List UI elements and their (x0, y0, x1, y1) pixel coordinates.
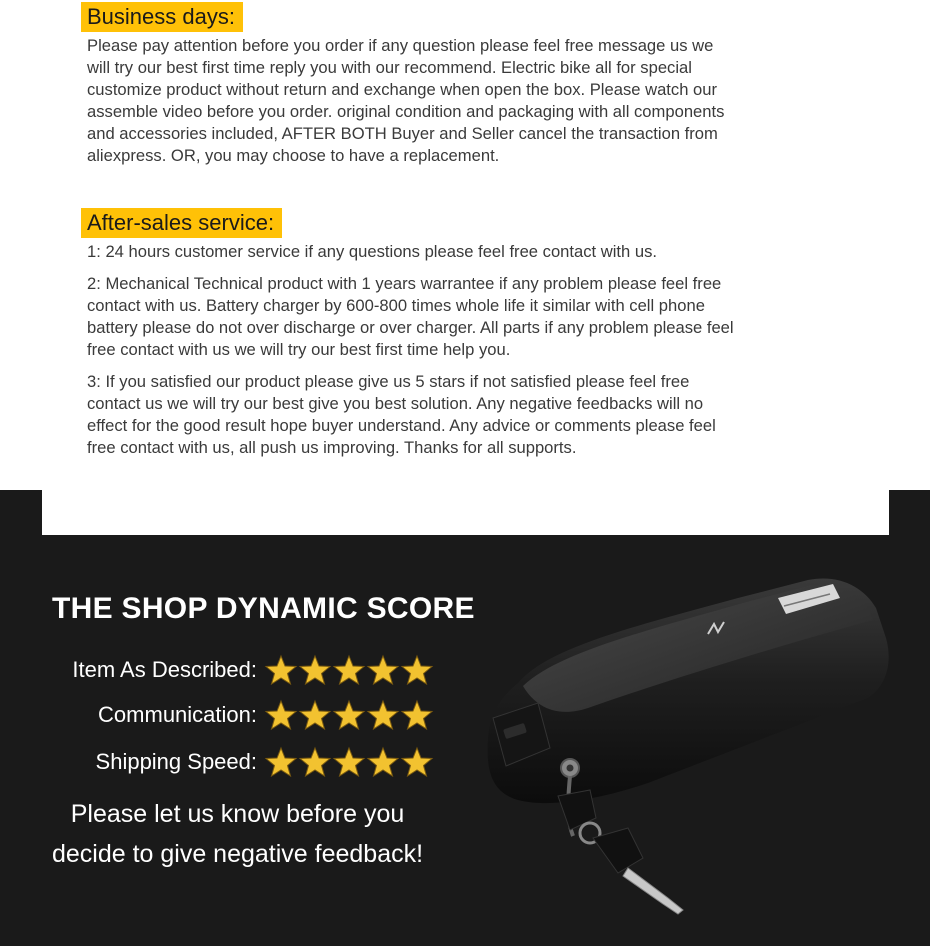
star-icon (264, 746, 298, 778)
score-label: Communication: (98, 702, 257, 727)
feedback-note-line-1: Please let us know before you (70, 800, 405, 828)
text-line: aliexpress. OR, you may choose to have a replacement. (87, 146, 500, 165)
star-icon (366, 699, 400, 731)
feedback-note-line-2: decide to give negative feedback! (51, 840, 424, 868)
battery-image (478, 568, 898, 918)
score-row-shipping-speed (0, 744, 460, 780)
star-icon (298, 746, 332, 778)
text-line: 1: 24 hours customer service if any questions please feel free contact with us. (87, 242, 658, 261)
text-line: contact with us. Battery charger by 600-800 times whole life it similar with cell phone (87, 296, 705, 315)
star-icon (366, 746, 400, 778)
score-label: Shipping Speed: (95, 749, 257, 774)
text-line: customize product without return and exchange when open the box. Please watch our (87, 80, 718, 99)
text-line: will try our best first time reply you with our recommend. Electric bike all for special (87, 58, 692, 77)
star-icon (366, 654, 400, 686)
star-icon (264, 699, 298, 731)
text-line: free contact with us we will try our best first time help you. (87, 340, 511, 359)
star-rating (264, 699, 434, 731)
star-icon (332, 746, 366, 778)
text-line: free contact with us, all push us improving. Thanks for all supports. (87, 438, 577, 457)
text-line: effect for the good result hope buyer understand. Any advice or comments please feel (87, 416, 716, 435)
score-title: THE SHOP DYNAMIC SCORE (52, 592, 475, 625)
text-line: Please pay attention before you order if any question please feel free message us we (87, 36, 714, 55)
star-icon (298, 654, 332, 686)
star-icon (400, 699, 434, 731)
score-row-communication (0, 697, 460, 733)
business-days-heading: Business days: (81, 2, 243, 32)
star-icon (332, 699, 366, 731)
text-line: contact us we will try our best give you best solution. Any negative feedbacks will no (87, 394, 704, 413)
business-days-text (87, 35, 797, 167)
after-sales-item-2 (87, 273, 797, 361)
star-icon (400, 746, 434, 778)
text-line: 2: Mechanical Technical product with 1 years warrantee if any problem please feel free (87, 274, 722, 293)
star-icon (400, 654, 434, 686)
after-sales-item-3 (87, 371, 797, 459)
star-icon (332, 654, 366, 686)
text-line: and accessories included, AFTER BOTH Buyer and Seller cancel the transaction from (87, 124, 718, 143)
text-line: 3: If you satisfied our product please give us 5 stars if not satisfied please feel free (87, 372, 690, 391)
score-row-item-described (0, 652, 460, 688)
star-icon (264, 654, 298, 686)
score-label: Item As Described: (72, 657, 257, 682)
text-line: assemble video before you order. original condition and packaging with all components (87, 102, 725, 121)
after-sales-heading: After-sales service: (81, 208, 282, 238)
star-icon (298, 699, 332, 731)
after-sales-item-1 (87, 241, 797, 263)
star-rating (264, 746, 434, 778)
star-rating (264, 654, 434, 686)
text-line: battery please do not over discharge or over charger. All parts if any problem please feel (87, 318, 734, 337)
